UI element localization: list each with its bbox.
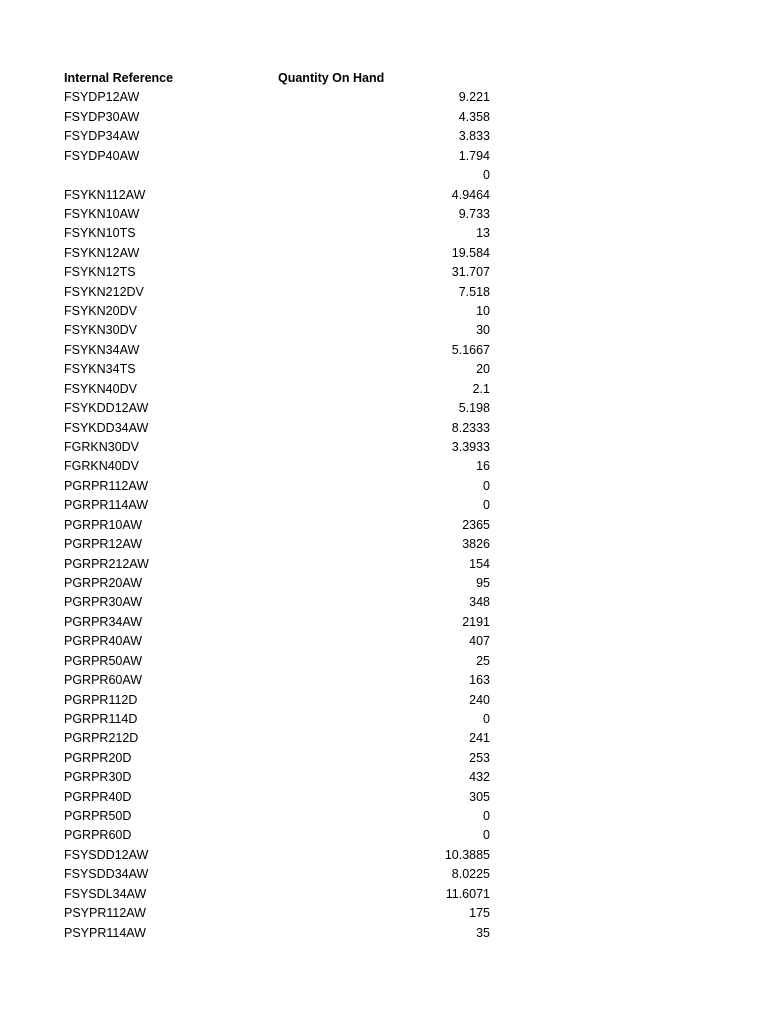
table-row xyxy=(64,127,494,146)
table-row xyxy=(64,496,494,515)
internal-reference-cell: FGRKN30DV xyxy=(64,440,140,455)
internal-reference-cell: FSYKN12AW xyxy=(64,245,140,260)
internal-reference-cell: FSYKN30DV xyxy=(64,323,137,338)
quantity-on-hand-cell: 0 xyxy=(483,498,490,513)
table-row xyxy=(64,788,494,807)
table-row xyxy=(64,671,494,690)
header-quantity-on-hand: Quantity On Hand xyxy=(278,71,385,85)
quantity-on-hand-cell: 348 xyxy=(469,595,490,610)
table-row xyxy=(64,535,494,554)
quantity-on-hand-cell: 35 xyxy=(476,925,490,940)
table-row xyxy=(64,924,494,943)
internal-reference-cell: PGRPR114AW xyxy=(64,498,149,513)
table-row xyxy=(64,341,494,360)
table-row xyxy=(64,574,494,593)
quantity-on-hand-cell: 4.9464 xyxy=(451,187,490,202)
table-row xyxy=(64,302,494,321)
table-row xyxy=(64,321,494,340)
internal-reference-cell: PGRPR112AW xyxy=(64,478,149,493)
quantity-on-hand-cell: 10.3885 xyxy=(444,847,490,862)
table-row xyxy=(64,807,494,826)
internal-reference-cell: FSYKN34AW xyxy=(64,342,140,357)
internal-reference-cell: FSYDP12AW xyxy=(64,90,140,105)
quantity-on-hand-cell: 3.3933 xyxy=(451,440,490,455)
quantity-on-hand-cell: 1.794 xyxy=(458,148,490,163)
quantity-on-hand-cell: 2191 xyxy=(462,614,490,629)
quantity-on-hand-cell: 5.1667 xyxy=(451,342,490,357)
table-row xyxy=(64,166,494,185)
internal-reference-cell: PGRPR30D xyxy=(64,770,132,785)
quantity-on-hand-cell: 11.6071 xyxy=(445,886,490,901)
table-row xyxy=(64,108,494,127)
quantity-on-hand-cell: 240 xyxy=(469,692,490,707)
internal-reference-cell: FSYSDD34AW xyxy=(64,867,149,882)
table-row xyxy=(64,205,494,224)
internal-reference-cell: FSYKDD34AW xyxy=(64,420,149,435)
internal-reference-cell: PGRPR30AW xyxy=(64,595,143,610)
internal-reference-cell: FSYKN12TS xyxy=(64,265,136,280)
internal-reference-cell: PGRPR40D xyxy=(64,789,132,804)
internal-reference-cell: FSYKN40DV xyxy=(64,381,137,396)
table-row xyxy=(64,438,494,457)
internal-reference-cell: FSYDP40AW xyxy=(64,148,140,163)
table-row xyxy=(64,555,494,574)
internal-reference-cell: FSYSDL34AW xyxy=(64,886,147,901)
quantity-on-hand-cell: 9.733 xyxy=(458,206,490,221)
table-row xyxy=(64,904,494,923)
table-row xyxy=(64,147,494,166)
quantity-on-hand-cell: 3.833 xyxy=(458,129,490,144)
table-header xyxy=(64,69,494,88)
table-row xyxy=(64,516,494,535)
internal-reference-cell: FSYDP30AW xyxy=(64,109,140,124)
quantity-on-hand-cell: 10 xyxy=(476,304,490,319)
internal-reference-cell: FSYKN34TS xyxy=(64,362,136,377)
internal-reference-cell: PGRPR50D xyxy=(64,809,132,824)
inventory-table xyxy=(64,69,494,943)
internal-reference-cell: FGRKN40DV xyxy=(64,459,140,474)
quantity-on-hand-cell: 3826 xyxy=(462,537,490,552)
table-row xyxy=(64,224,494,243)
quantity-on-hand-cell: 4.358 xyxy=(458,109,490,124)
quantity-on-hand-cell: 16 xyxy=(476,459,490,474)
quantity-on-hand-cell: 253 xyxy=(469,750,490,765)
table-row xyxy=(64,749,494,768)
quantity-on-hand-cell: 20 xyxy=(476,362,490,377)
quantity-on-hand-cell: 432 xyxy=(469,770,490,785)
table-row xyxy=(64,865,494,884)
table-row xyxy=(64,652,494,671)
quantity-on-hand-cell: 95 xyxy=(476,575,490,590)
quantity-on-hand-cell: 163 xyxy=(469,673,490,688)
table-row xyxy=(64,186,494,205)
quantity-on-hand-cell: 0 xyxy=(483,711,490,726)
internal-reference-cell: PGRPR20D xyxy=(64,750,132,765)
table-row xyxy=(64,244,494,263)
internal-reference-cell: FSYKN20DV xyxy=(64,304,137,319)
header-internal-reference: Internal Reference xyxy=(64,71,174,85)
internal-reference-cell: FSYSDD12AW xyxy=(64,847,149,862)
quantity-on-hand-cell: 0 xyxy=(483,809,490,824)
quantity-on-hand-cell: 407 xyxy=(469,634,490,649)
internal-reference-cell xyxy=(64,166,278,185)
quantity-on-hand-cell: 305 xyxy=(469,789,490,804)
table-row xyxy=(64,632,494,651)
internal-reference-cell: PGRPR212AW xyxy=(64,556,149,571)
internal-reference-cell: PGRPR34AW xyxy=(64,614,143,629)
quantity-on-hand-cell: 0 xyxy=(483,478,490,493)
internal-reference-cell: PGRPR40AW xyxy=(64,634,143,649)
table-row xyxy=(64,613,494,632)
table-row xyxy=(64,399,494,418)
internal-reference-cell: PGRPR50AW xyxy=(64,653,143,668)
table-row xyxy=(64,885,494,904)
table-row xyxy=(64,768,494,787)
table-row xyxy=(64,593,494,612)
quantity-on-hand-cell: 2.1 xyxy=(472,381,490,396)
quantity-on-hand-cell: 5.198 xyxy=(458,401,490,416)
quantity-on-hand-cell: 8.0225 xyxy=(451,867,490,882)
table-row xyxy=(64,729,494,748)
quantity-on-hand-cell: 0 xyxy=(483,828,490,843)
internal-reference-cell: PGRPR10AW xyxy=(64,517,143,532)
internal-reference-cell: PSYPR112AW xyxy=(64,906,146,921)
internal-reference-cell: FSYKN10AW xyxy=(64,206,140,221)
table-row xyxy=(64,419,494,438)
internal-reference-cell: PGRPR60D xyxy=(64,828,132,843)
quantity-on-hand-cell: 241 xyxy=(469,731,490,746)
internal-reference-cell: FSYKN212DV xyxy=(64,284,144,299)
internal-reference-cell: PGRPR60AW xyxy=(64,673,143,688)
quantity-on-hand-cell: 175 xyxy=(469,906,490,921)
table-row xyxy=(64,380,494,399)
quantity-on-hand-cell: 13 xyxy=(476,226,490,241)
table-row xyxy=(64,826,494,845)
quantity-on-hand-cell: 9.221 xyxy=(458,90,490,105)
table-row xyxy=(64,846,494,865)
quantity-on-hand-cell: 30 xyxy=(476,323,490,338)
internal-reference-cell: FSYKN10TS xyxy=(64,226,136,241)
table-row xyxy=(64,88,494,107)
quantity-on-hand-cell: 19.584 xyxy=(451,245,490,260)
table-row xyxy=(64,477,494,496)
internal-reference-cell: PGRPR114D xyxy=(64,711,138,726)
internal-reference-cell: FSYKN112AW xyxy=(64,187,146,202)
internal-reference-cell: PGRPR112D xyxy=(64,692,138,707)
quantity-on-hand-cell: 154 xyxy=(469,556,490,571)
internal-reference-cell: PSYPR114AW xyxy=(64,925,146,940)
table-row xyxy=(64,457,494,476)
internal-reference-cell: FSYKDD12AW xyxy=(64,401,149,416)
table-body xyxy=(64,88,494,943)
table-row xyxy=(64,263,494,282)
quantity-on-hand-cell: 7.518 xyxy=(458,284,490,299)
internal-reference-cell: PGRPR212D xyxy=(64,731,139,746)
internal-reference-cell: PGRPR12AW xyxy=(64,537,143,552)
quantity-on-hand-cell: 25 xyxy=(476,653,490,668)
table-row xyxy=(64,691,494,710)
table-row xyxy=(64,710,494,729)
table-row xyxy=(64,283,494,302)
table-row xyxy=(64,360,494,379)
quantity-on-hand-cell: 2365 xyxy=(462,517,490,532)
quantity-on-hand-cell: 31.707 xyxy=(451,265,490,280)
internal-reference-cell: PGRPR20AW xyxy=(64,575,143,590)
internal-reference-cell: FSYDP34AW xyxy=(64,129,140,144)
quantity-on-hand-cell: 8.2333 xyxy=(451,420,490,435)
quantity-on-hand-cell: 0 xyxy=(483,168,490,183)
